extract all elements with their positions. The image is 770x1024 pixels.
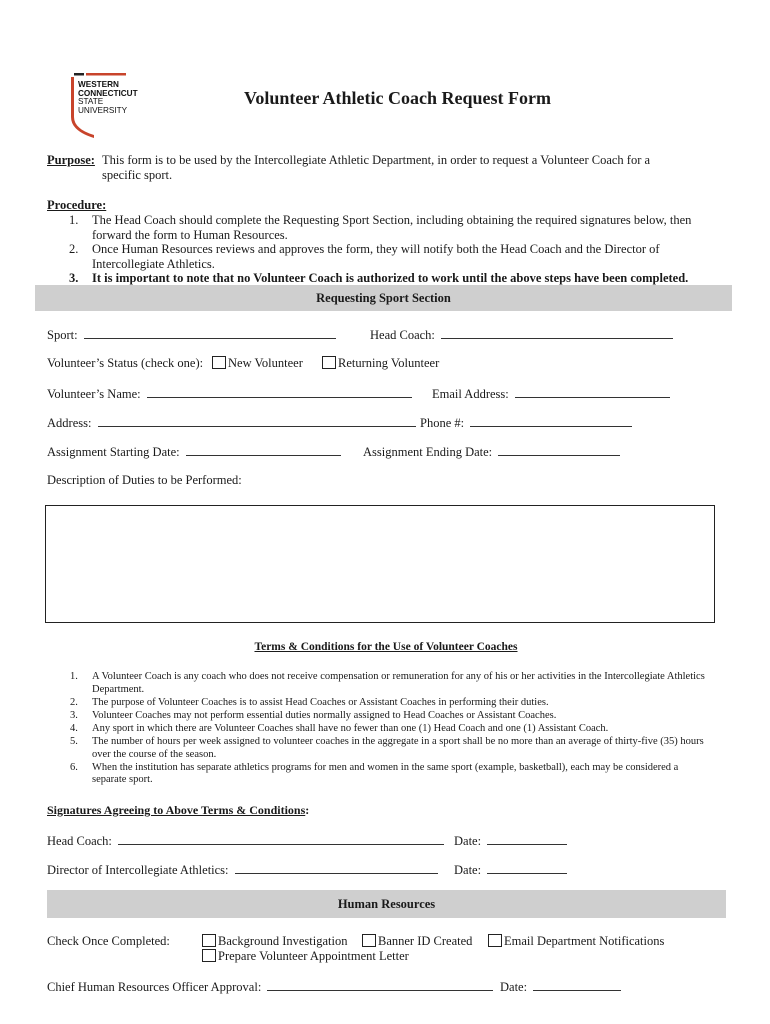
procedure-list bbox=[47, 213, 747, 286]
chro-date-label: Date: bbox=[500, 980, 528, 994]
purpose-text-1: This form is to be used by the Intercollegiate Athletic Department, in order to request a Volunteer Coach for a bbox=[102, 153, 651, 167]
head-coach-signature-field[interactable] bbox=[118, 832, 444, 845]
head-coach-date-label: Date: bbox=[454, 834, 482, 848]
head-coach-signature-label: Head Coach: bbox=[47, 834, 112, 848]
head-coach-label: Head Coach: bbox=[370, 328, 435, 342]
director-signature-field[interactable] bbox=[235, 861, 438, 874]
chro-date-row bbox=[500, 978, 621, 995]
appointment-letter-option[interactable]: Prepare Volunteer Appointment Letter bbox=[202, 949, 409, 964]
requesting-section-header: Requesting Sport Section bbox=[35, 285, 732, 311]
appointment-letter-checkbox[interactable] bbox=[202, 949, 216, 962]
address-field[interactable] bbox=[98, 414, 416, 427]
duties-textarea[interactable] bbox=[45, 505, 715, 623]
director-signature-label: Director of Intercollegiate Athletics: bbox=[47, 863, 229, 877]
sport-label: Sport: bbox=[47, 328, 78, 342]
chro-date-field[interactable] bbox=[533, 978, 621, 991]
signatures-title: Signatures Agreeing to Above Terms & Conditions: bbox=[47, 803, 310, 817]
procedure-item: 3. It is important to note that no Volunteer Coach is authorized to work until the above steps have been completed. bbox=[69, 271, 689, 286]
procedure-item: 2. Once Human Resources reviews and approves the form, they will notify both the Head Coach and the Director of Intercollegiate Athletics. bbox=[69, 242, 660, 271]
phone-field[interactable] bbox=[470, 414, 632, 427]
logo-line-4: UNIVERSITY bbox=[78, 105, 128, 115]
terms-item: 2. The purpose of Volunteer Coaches is to assist Head Coaches or Assistant Coaches in performing their duties. bbox=[70, 696, 549, 708]
purpose-label: Purpose: bbox=[47, 153, 95, 167]
status-row bbox=[47, 356, 203, 371]
page-title: Volunteer Athletic Coach Request Form bbox=[244, 88, 551, 108]
terms-item: 1. A Volunteer Coach is any coach who does not receive compensation or remuneration for any of his or her activities in the Intercollegiate Athletics Department. bbox=[70, 671, 705, 695]
background-investigation-checkbox[interactable] bbox=[202, 934, 216, 947]
logo-line-1: WESTERN bbox=[78, 80, 119, 89]
procedure-label: Procedure: bbox=[47, 198, 107, 212]
procedure-block bbox=[47, 198, 747, 286]
sport-field[interactable] bbox=[84, 326, 336, 339]
director-date-label: Date: bbox=[454, 863, 482, 877]
end-date-label: Assignment Ending Date: bbox=[363, 445, 493, 459]
terms-item: 4. Any sport in which there are Volunteer Coaches shall have no fewer than one (1) Head Coach and one (1) Assistant Coach. bbox=[70, 722, 609, 734]
banner-id-option[interactable]: Banner ID Created bbox=[362, 934, 472, 949]
banner-id-checkbox[interactable] bbox=[362, 934, 376, 947]
returning-volunteer-checkbox[interactable] bbox=[322, 356, 336, 369]
name-row bbox=[47, 385, 412, 402]
logo-line-2: CONNECTICUT bbox=[78, 88, 138, 98]
end-date-row bbox=[363, 443, 620, 460]
status-label: Volunteer’s Status (check one): bbox=[47, 356, 204, 370]
returning-volunteer-option[interactable]: Returning Volunteer bbox=[322, 356, 439, 371]
director-date-field[interactable] bbox=[487, 861, 567, 874]
background-investigation-option[interactable]: Background Investigation bbox=[202, 934, 348, 949]
email-row bbox=[432, 385, 670, 402]
phone-label: Phone #: bbox=[420, 416, 465, 430]
sport-row bbox=[47, 326, 336, 343]
start-date-label: Assignment Starting Date: bbox=[47, 445, 180, 459]
head-coach-date-row bbox=[454, 832, 567, 849]
address-label: Address: bbox=[47, 416, 92, 430]
email-notifications-checkbox[interactable] bbox=[488, 934, 502, 947]
hr-check-label: Check Once Completed: bbox=[47, 934, 170, 948]
procedure-item: 1. The Head Coach should complete the Requesting Sport Section, including obtaining the required signatures below, then forward the form to Human Resources. bbox=[69, 213, 692, 242]
start-date-row bbox=[47, 443, 341, 460]
start-date-field[interactable] bbox=[186, 443, 341, 456]
chro-approval-label: Chief Human Resources Officer Approval: bbox=[47, 980, 262, 994]
purpose-block bbox=[47, 153, 737, 183]
head-coach-signature-row bbox=[47, 832, 444, 849]
email-label: Email Address: bbox=[432, 387, 509, 401]
new-volunteer-option[interactable]: New Volunteer bbox=[212, 356, 303, 371]
director-signature-row bbox=[47, 861, 438, 878]
head-coach-field[interactable] bbox=[441, 326, 673, 339]
chro-approval-row bbox=[47, 978, 493, 995]
volunteer-name-label: Volunteer’s Name: bbox=[47, 387, 141, 401]
head-coach-date-field[interactable] bbox=[487, 832, 567, 845]
phone-row bbox=[420, 414, 632, 431]
chro-approval-field[interactable] bbox=[267, 978, 493, 991]
logo-line-3: STATE bbox=[78, 97, 104, 107]
terms-list bbox=[47, 671, 712, 787]
duties-label: Description of Duties to be Performed: bbox=[47, 473, 242, 487]
terms-title: Terms & Conditions for the Use of Volunteer Coaches bbox=[254, 641, 518, 653]
new-volunteer-checkbox[interactable] bbox=[212, 356, 226, 369]
terms-item: 5. The number of hours per week assigned to volunteer coaches in the aggregate in a sport shall be no more than an average of thirty-five (35) hours over the course of the season. bbox=[70, 735, 704, 760]
email-field[interactable] bbox=[515, 385, 670, 398]
purpose-text-2: specific sport. bbox=[102, 168, 173, 182]
end-date-field[interactable] bbox=[498, 443, 620, 456]
director-date-row bbox=[454, 861, 567, 878]
address-row bbox=[47, 414, 416, 431]
hr-section-header: Human Resources bbox=[47, 890, 726, 918]
volunteer-name-field[interactable] bbox=[147, 385, 412, 398]
head-coach-row bbox=[370, 326, 673, 343]
email-notifications-option[interactable]: Email Department Notifications bbox=[488, 934, 664, 949]
terms-item: 3. Volunteer Coaches may not perform essential duties normally assigned to Head Coaches or Assistant Coaches. bbox=[70, 709, 557, 721]
terms-item: 6. When the institution has separate athletics programs for men and women in the same sport (example, basketball), each may be considered a separate sport. bbox=[70, 761, 679, 786]
